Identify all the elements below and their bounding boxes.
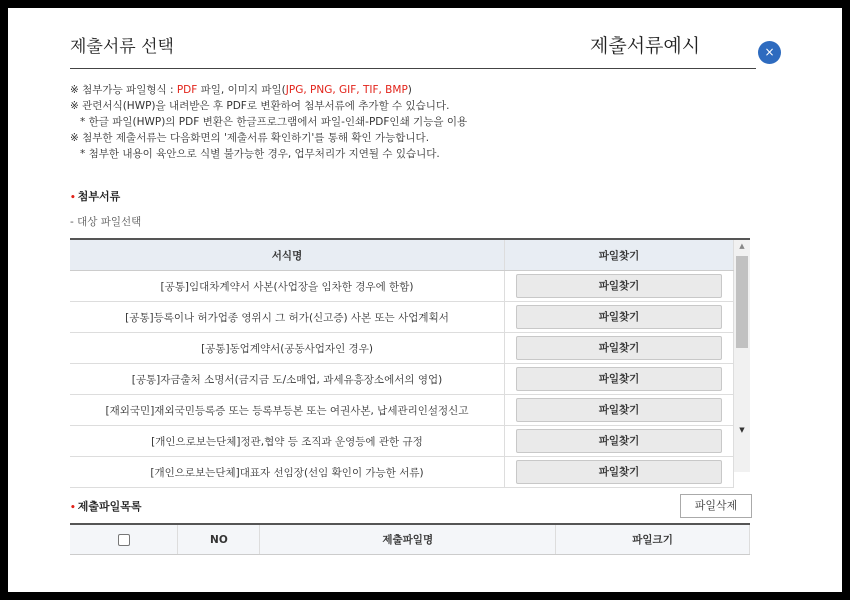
col-no: NO xyxy=(178,525,260,555)
scrollbar-thumb[interactable] xyxy=(736,256,748,348)
form-name: [개인으로보는단체]대표자 선임장(선임 확인이 가능한 서류) xyxy=(70,457,505,488)
form-name: [개인으로보는단체]정관,협약 등 조직과 운영등에 관한 규정 xyxy=(70,426,505,457)
delete-file-button[interactable]: 파일삭제 xyxy=(680,494,752,518)
scroll-up-icon[interactable]: ▲ xyxy=(739,242,745,250)
select-all-cell xyxy=(70,525,178,555)
table-row xyxy=(70,364,734,395)
form-name: [공통]자금출처 소명서(금지금 도/소매업, 과세유흥장소에서의 영업) xyxy=(70,364,505,395)
bullet-dot-icon: • xyxy=(70,503,76,513)
find-file-button[interactable]: 파일찾기 xyxy=(516,336,722,360)
vertical-scrollbar[interactable] xyxy=(734,240,750,472)
table-row xyxy=(70,395,734,426)
dialog-header xyxy=(70,22,775,69)
notice-text xyxy=(70,82,467,162)
find-file-button[interactable]: 파일찾기 xyxy=(516,398,722,422)
scroll-down-icon[interactable]: ▼ xyxy=(739,426,745,434)
bullet-dot-icon: • xyxy=(70,193,76,203)
form-name: [공통]동업계약서(공동사업자인 경우) xyxy=(70,333,505,364)
table-header-row xyxy=(70,525,750,555)
form-name: [재외국민]재외국민등록증 또는 등록부등본 또는 여권사본, 납세관리인설정신고 xyxy=(70,395,505,426)
table-header-row xyxy=(70,240,734,271)
find-file-button[interactable]: 파일찾기 xyxy=(516,305,722,329)
select-all-checkbox[interactable] xyxy=(118,534,130,546)
col-find-file: 파일찾기 xyxy=(505,240,734,271)
notice-line-formats: ※ 첨부가능 파일형식 : PDF 파일, 이미지 파일(JPG, PNG, GIF, TIF, BMP) xyxy=(70,84,412,96)
find-file-button[interactable]: 파일찾기 xyxy=(516,274,722,298)
notice-line-pdf-convert: * 한글 파일(HWP)의 PDF 변환은 한글프로그램에서 파일-인쇄-PDF인쇄 기능을 이용 xyxy=(80,116,468,128)
find-file-button[interactable]: 파일찾기 xyxy=(516,460,722,484)
notice-line-confirm: ※ 첨부한 제출서류는 다음화면의 '제출서류 확인하기'를 통해 확인 가능합니다. xyxy=(70,132,430,144)
col-form-name: 서식명 xyxy=(70,240,505,271)
dialog-window xyxy=(8,8,842,592)
dialog-title: 제출서류 선택 xyxy=(70,37,174,57)
target-file-label: - 대상 파일선택 xyxy=(70,216,142,228)
attachments-table xyxy=(70,238,750,479)
form-name: [공통]등록이나 허가업종 영위시 그 허가(신고증) 사본 또는 사업계획서 xyxy=(70,302,505,333)
col-filesize: 파일크기 xyxy=(556,525,750,555)
attachments-section-title: • 첨부서류 xyxy=(70,190,121,203)
table-row xyxy=(70,302,734,333)
find-file-button[interactable]: 파일찾기 xyxy=(516,367,722,391)
form-name: [공통]임대차계약서 사본(사업장을 임차한 경우에 한함) xyxy=(70,271,505,302)
table-row xyxy=(70,333,734,364)
submitted-files-table xyxy=(70,523,750,555)
notice-line-legibility: * 첨부한 내용이 육안으로 식별 불가능한 경우, 업무처리가 지연될 수 있습니다. xyxy=(80,148,440,160)
notice-line-hwp: ※ 관련서식(HWP)을 내려받은 후 PDF로 변환하여 첨부서류에 추가할 수 있습니다. xyxy=(70,100,450,112)
image-formats: JPG, PNG, GIF, TIF, BMP xyxy=(285,84,408,96)
submitted-files-section-title: • 제출파일목록 xyxy=(70,500,142,513)
close-icon[interactable]: × xyxy=(758,41,781,64)
table-row xyxy=(70,271,734,302)
example-documents-link[interactable]: 제출서류예시 xyxy=(590,35,701,57)
find-file-button[interactable]: 파일찾기 xyxy=(516,429,722,453)
table-row xyxy=(70,426,734,457)
table-row xyxy=(70,457,734,488)
col-filename: 제출파일명 xyxy=(260,525,556,555)
pdf-label: PDF xyxy=(176,84,198,96)
